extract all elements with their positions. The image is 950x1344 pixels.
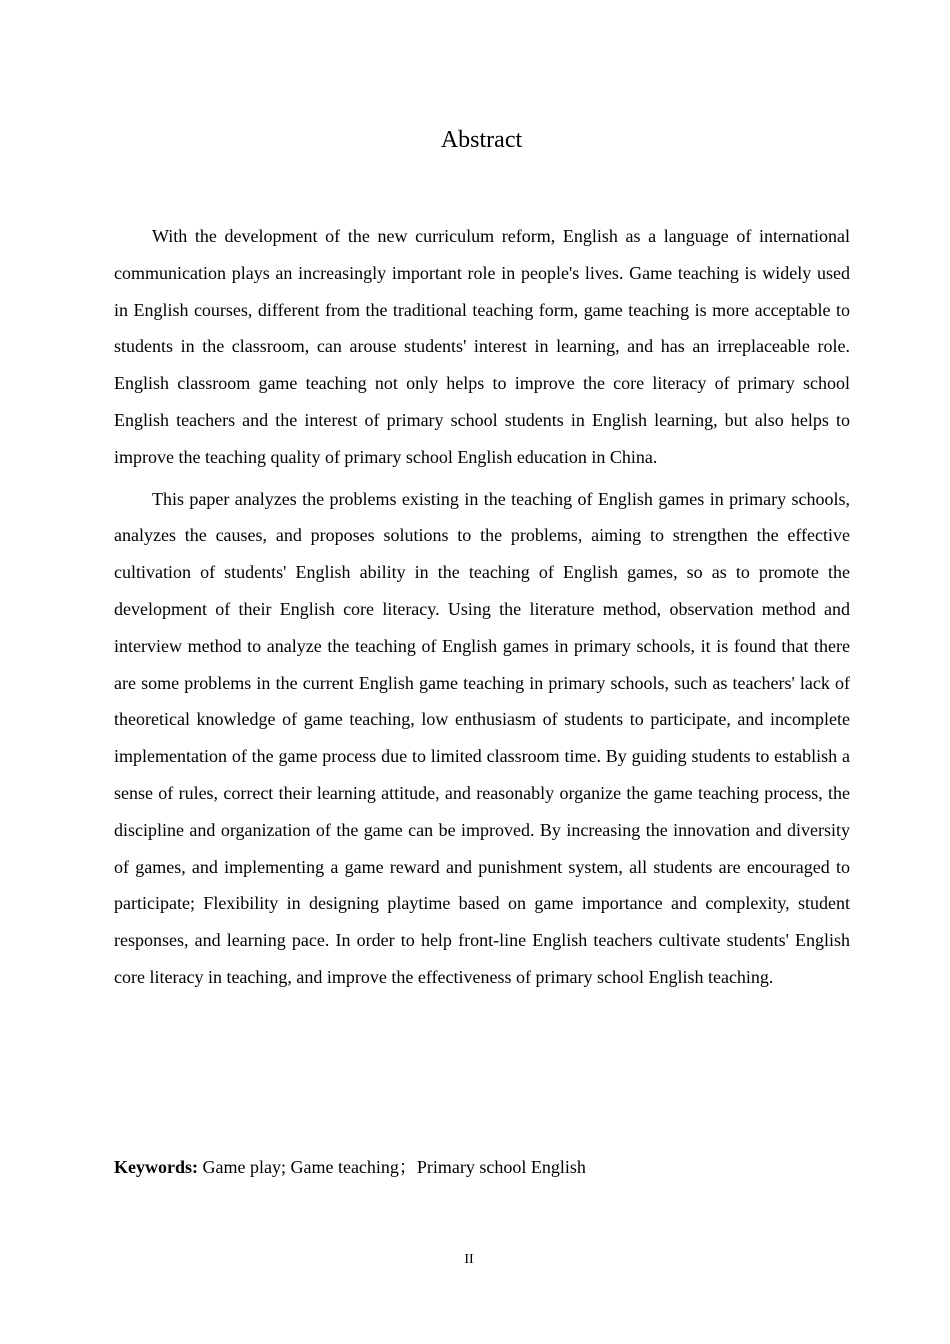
keywords-text: Game play; Game teaching；Primary school English bbox=[198, 1157, 586, 1177]
abstract-body bbox=[114, 218, 850, 996]
keywords-label: Keywords: bbox=[114, 1157, 198, 1177]
page-title: Abstract bbox=[440, 127, 523, 153]
page-number: II bbox=[464, 1252, 474, 1267]
keywords-line bbox=[114, 1153, 850, 1181]
abstract-paragraph-1: With the development of the new curriculum reform, English as a language of international communication plays an increasingly important role in people's lives. Game teaching is widely used in English courses, different from the traditional teaching form, game teaching is more acceptable to students in the classroom, can arouse students' interest in learning, and has an irreplaceable role. English classroom game teaching not only helps to improve the core literacy of primary school English teachers and the interest of primary school students in English learning, but also helps to improve the teaching quality of primary school English education in China. bbox=[114, 226, 850, 467]
abstract-paragraph-2: This paper analyzes the problems existing in the teaching of English games in primary schools, analyzes the causes, and proposes solutions to the problems, aiming to strengthen the effective cultivation of students' English ability in the teaching of English games, so as to promote the development of their English core literacy. Using the literature method, observation method and interview method to analyze the teaching of English games in primary schools, it is found that there are some problems in the current English game teaching in primary schools, such as teachers' lack of theoretical knowledge of game teaching, low enthusiasm of students to participate, and incomplete implementation of the game process due to limited classroom time. By guiding students to establish a sense of rules, correct their learning attitude, and reasonably organize the game teaching process, the discipline and organization of the game can be improved. By increasing the innovation and diversity of games, and implementing a game reward and punishment system, all students are encouraged to participate; Flexibility in designing playtime based on game importance and complexity, student responses, and learning pace. In order to help front-line English teachers cultivate students' English core literacy in teaching, and improve the effectiveness of primary school English teaching. bbox=[114, 488, 850, 987]
